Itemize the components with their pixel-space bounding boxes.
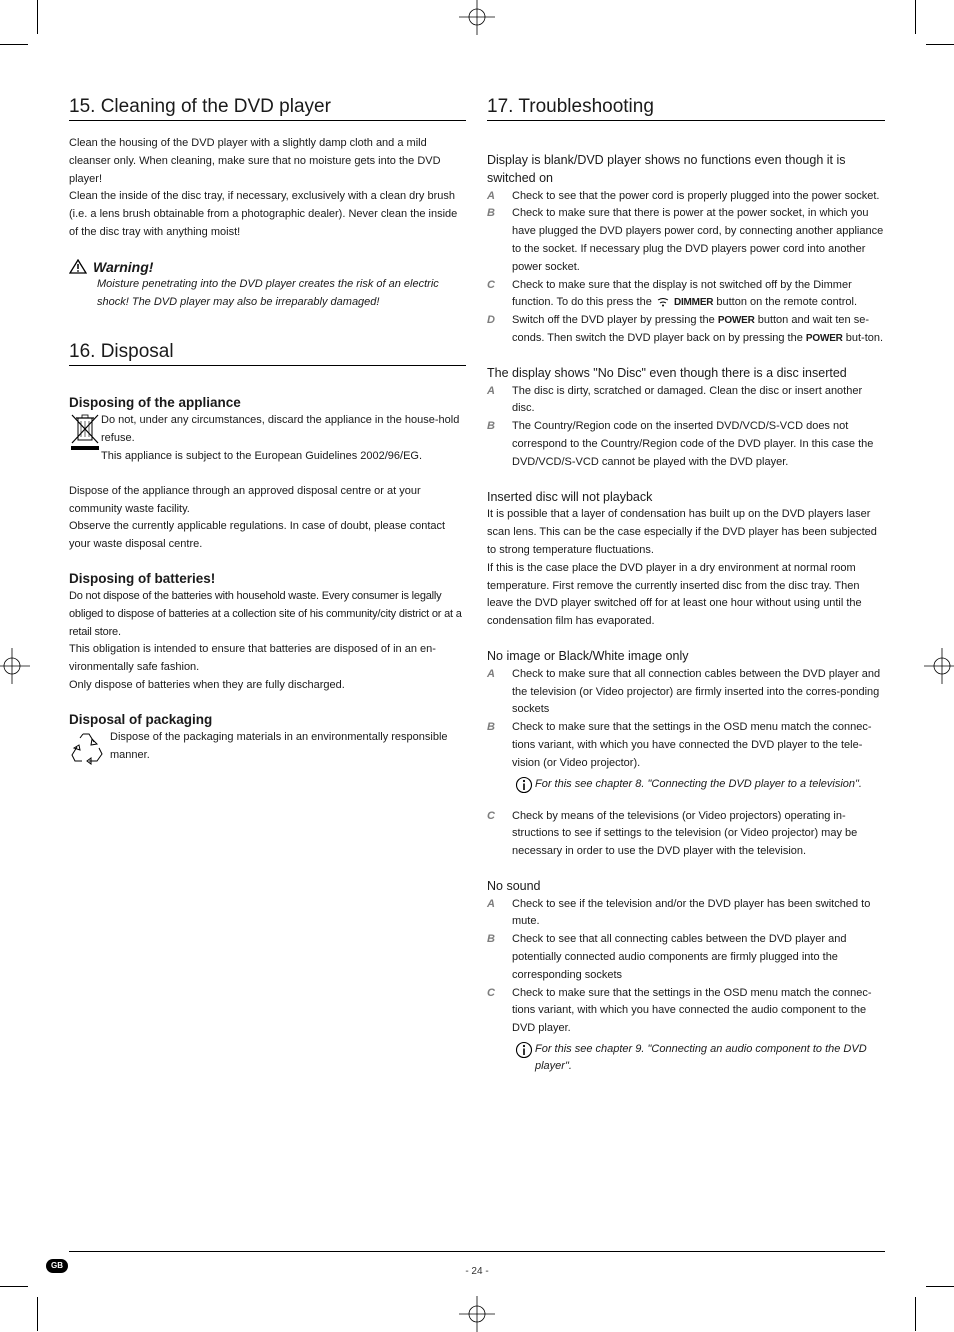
item-letter: C: [487, 986, 495, 999]
packaging-notice: [69, 729, 466, 765]
item-text: Check to make sure that all connection cables between the DVD player and the television (or Video projector) are firmly inserted into the corres-ponding sockets: [512, 667, 881, 716]
item-letter: A: [487, 189, 495, 202]
item-text: Check to make sure that the settings in the OSD menu match the connec-tions variant, with which you have connected the audio component to the DVD player.: [512, 986, 872, 1035]
crop-mark: [0, 1286, 28, 1287]
appliance-notice-line: This appliance is subject to the European Guidelines 2002/96/EG.: [101, 449, 423, 462]
batteries-paragraph: Do not dispose of the batteries with household waste. Every consumer is legally obliged to dispose of batteries at a collection site of his community/city district or at a retail store.: [69, 589, 462, 638]
section-title-cleaning: 15. Cleaning of the DVD player: [69, 96, 466, 121]
chapter-note-text: For this see chapter 8. "Connecting the DVD player to a television".: [535, 777, 862, 790]
item-letter: A: [487, 667, 495, 680]
registration-mark-icon: [459, 0, 495, 35]
dimmer-icon: [657, 298, 669, 307]
item-letter: D: [487, 314, 495, 327]
problem-heading-blank-display: Display is blank/DVD player shows no functions even though it is switched on: [487, 153, 846, 185]
item-text: [512, 277, 885, 313]
list-item: [487, 418, 885, 471]
appliance-notice: [69, 412, 466, 465]
chapter-note: [487, 1041, 885, 1076]
registration-mark-icon: [924, 648, 954, 684]
list-item: [487, 666, 885, 719]
item-text: Check by means of the televisions (or Video projectors) operating in-structions to see if settings to the television (or Video projector) may be necessary in order to use the DVD player with the television.: [512, 809, 858, 858]
page-number: - 24 -: [465, 1266, 489, 1277]
list-item: [487, 719, 885, 772]
list-item: [487, 205, 885, 276]
item-letter: B: [487, 933, 495, 946]
problem-heading-no-sound: No sound: [487, 878, 541, 893]
item-text-part: button on the remote control.: [716, 296, 858, 309]
section-title-troubleshooting: 17. Troubleshooting: [487, 96, 885, 121]
dimmer-key: DIMMER: [673, 297, 714, 309]
item-text-part: button and wait ten se-conds. Then switch the DVD player back on by pressing the: [512, 314, 869, 344]
appliance-paragraph: Observe the currently applicable regulations. In case of doubt, please contact your waste disposal centre.: [69, 520, 446, 551]
left-column: [69, 96, 466, 765]
item-text: The Country/Region code on the inserted DVD/VCD/S-VCD does not correspond to the Country/Region code of the DVD player. In this case the DVD/VCD/S-VCD cannot be played with the DVD player.: [512, 420, 874, 468]
item-text: Check to see if the television and/or the DVD player has been switched to mute.: [512, 897, 871, 928]
crop-mark: [37, 1297, 38, 1331]
batteries-paragraph: This obligation is intended to ensure that batteries are disposed of in an en-vironmentally safe fashion.: [69, 643, 436, 674]
noplay-paragraph: It is possible that a layer of condensation has built up on the DVD players laser scan lens. This can be the case especially if the DVD player has been subjected to strong temperature fluctuations.: [487, 508, 877, 556]
problem-heading-no-image: No image or Black/White image only: [487, 648, 689, 663]
list-item: [487, 931, 885, 984]
appliance-paragraph: Dispose of the appliance through an approved disposal centre or at your community waste facility.: [69, 484, 421, 515]
crop-mark: [915, 1297, 916, 1331]
chapter-note: [487, 776, 885, 794]
list-item: [487, 808, 885, 861]
recycle-icon: [69, 729, 105, 765]
section-title-disposal: 16. Disposal: [69, 341, 466, 366]
item-text: Check to make sure that the settings in the OSD menu match the connec-tions variant, with which you have connected the DVD player to the tele-vision (or Video projector).: [512, 721, 872, 769]
item-text: [512, 312, 885, 348]
list-item: [487, 312, 885, 348]
item-letter: A: [487, 384, 495, 397]
list-item: [487, 188, 885, 206]
item-letter: B: [487, 721, 495, 734]
item-text: Check to see that all connecting cables between the DVD player and potentially connected audio components are firmly plugged into the corresponding sockets: [512, 933, 847, 981]
item-text: Check to see that the power cord is properly plugged into the power socket.: [512, 189, 880, 202]
list-item: [487, 896, 885, 932]
crop-mark: [0, 44, 28, 45]
crossed-bin-icon: [69, 412, 101, 452]
chapter-note-text: For this see chapter 9. "Connecting an audio component to the DVD player".: [535, 1043, 867, 1073]
language-badge: GB: [46, 1259, 68, 1273]
power-key: POWER: [805, 332, 843, 344]
list-item: [487, 985, 885, 1038]
item-letter: C: [487, 278, 495, 291]
warning-title: Warning!: [93, 258, 154, 275]
problem-heading-no-playback: Inserted disc will not playback: [487, 489, 653, 504]
warning-text: Moisture penetrating into the DVD player creates the risk of an electric shock! The DVD player may also be irreparably damaged!: [97, 277, 439, 308]
packaging-heading: Disposal of packaging: [69, 711, 213, 727]
packaging-text: Dispose of the packaging materials in an environmentally responsible manner.: [110, 730, 448, 761]
list-item: [487, 277, 885, 313]
crop-mark: [915, 0, 916, 34]
appliance-heading: Disposing of the appliance: [69, 395, 241, 411]
power-key: POWER: [717, 315, 755, 327]
noplay-paragraph: If this is the case place the DVD player in a dry environment at normal room temperature. First remove the currently inserted disc from the disc tray. Then leave the DVD player switched off for at least one hour without using until the condensation film has evaporated.: [487, 561, 862, 628]
item-text-part: Switch off the DVD player by pressing the: [512, 314, 715, 327]
item-letter: A: [487, 897, 495, 910]
warning-icon: [69, 259, 87, 274]
problem-heading-no-disc: The display shows "No Disc" even though there is a disc inserted: [487, 365, 847, 380]
item-letter: C: [487, 809, 495, 822]
crop-mark: [37, 0, 38, 34]
right-column: [487, 96, 885, 1076]
list-item: [487, 383, 885, 419]
cleaning-paragraph: Clean the inside of the disc tray, if necessary, exclusively with a clean dry brush (i.e. a lens brush obtainable from a photographic dealer). Never clean the inside of the disc tray with anything moist!: [69, 190, 458, 238]
batteries-paragraph: Only dispose of batteries when they are fully discharged.: [69, 678, 345, 691]
footer-divider: [69, 1251, 885, 1252]
crop-mark: [926, 44, 954, 45]
item-text-part: but-ton.: [845, 331, 884, 344]
item-text-part: Check to make sure that the display is not switched off by the Dimmer function. To do this press the: [512, 278, 852, 309]
appliance-notice-text: [101, 412, 466, 465]
info-icon: [515, 776, 533, 794]
item-letter: B: [487, 207, 495, 220]
registration-mark-icon: [0, 648, 30, 684]
registration-mark-icon: [459, 1296, 495, 1332]
info-icon: [515, 1041, 533, 1059]
batteries-heading: Disposing of batteries!: [69, 570, 216, 586]
appliance-notice-line: Do not, under any circumstances, discard the appliance in the house-hold refuse.: [101, 414, 460, 445]
item-letter: B: [487, 420, 495, 433]
crop-mark: [926, 1286, 954, 1287]
warning-heading: [69, 258, 466, 276]
cleaning-paragraph: Clean the housing of the DVD player with a slightly damp cloth and a mild cleanser only. When cleaning, make sure that no moisture gets into the DVD player!: [69, 137, 441, 185]
item-text: Check to make sure that there is power at the power socket, in which you have plugged the DVD players power cord, by connecting another appliance to the socket. If necessary plug the DVD players power cord into another power socket.: [512, 207, 884, 273]
item-text: The disc is dirty, scratched or damaged. Clean the disc or insert another disc.: [512, 384, 863, 415]
